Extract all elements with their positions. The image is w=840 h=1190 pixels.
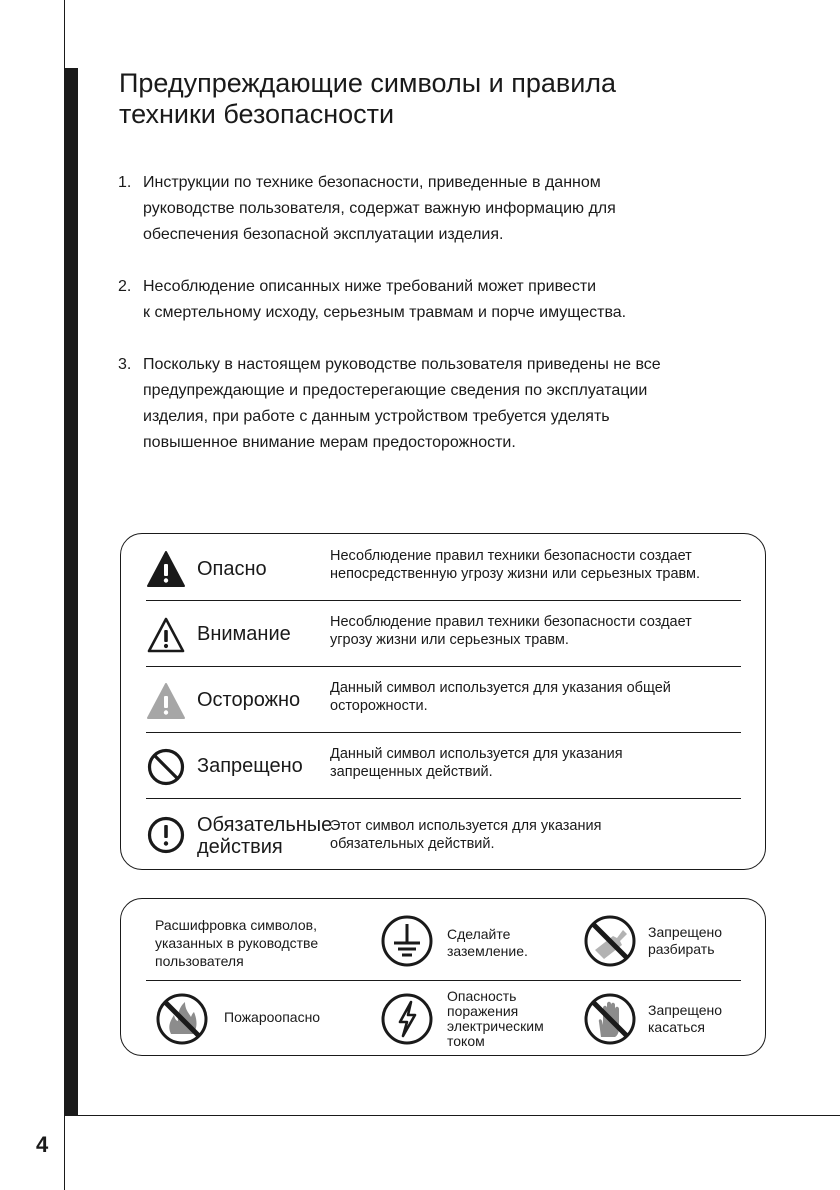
symbol-label-line: Опасность <box>447 988 517 1004</box>
warning-description-line: угрозу жизни или серьезных травм. <box>330 632 569 648</box>
warning-description <box>330 679 750 715</box>
page-number: 4 <box>36 1132 49 1157</box>
instruction-item <box>118 170 758 248</box>
instruction-line: предупреждающие и предостерегающие сведения по эксплуатации <box>143 382 648 399</box>
warning-label-line: Обязательные <box>197 814 333 836</box>
instruction-line: изделия, при работе с данным устройством требуется уделять <box>143 408 610 425</box>
page-title <box>119 68 616 130</box>
no-disassembly-icon <box>583 914 637 968</box>
symbol-label-line: Запрещено <box>648 1002 723 1018</box>
instruction-number: 3. <box>118 356 132 373</box>
instruction-line: к смертельному исходу, серьезным травмам и порче имущества. <box>143 304 627 321</box>
symbol-label-line: электрическим <box>447 1018 544 1034</box>
instruction-item <box>118 352 758 456</box>
page-title-line: Предупреждающие символы и правила <box>119 68 617 98</box>
warning-description-line: Несоблюдение правил техники безопасности создает <box>330 614 692 630</box>
warning-label <box>197 814 332 858</box>
warning-row-caution <box>146 666 741 733</box>
instruction-line: Поскольку в настоящем руководстве пользователя приведены не все <box>143 356 661 373</box>
symbol-label <box>648 924 722 958</box>
warning-description-line: непосредственную угрозу жизни или серьезных травм. <box>330 566 701 582</box>
warning-description-line: Этот символ используется для указания <box>330 818 602 834</box>
divider <box>146 980 741 981</box>
symbol-label-line: Сделайте <box>447 926 511 942</box>
warning-row-prohibited <box>146 732 741 799</box>
instruction-list <box>118 170 758 482</box>
warning-description-line: Несоблюдение правил техники безопасности создает <box>330 548 692 564</box>
symbol-label-line: поражения <box>447 1003 519 1019</box>
warning-description-line: Данный символ используется для указания общей <box>330 680 671 696</box>
warning-description-line: Данный символ используется для указания <box>330 746 623 762</box>
symbol-label-line: разбирать <box>648 941 715 957</box>
electric-shock-icon <box>380 992 434 1046</box>
page-title-line: техники безопасности <box>119 99 395 129</box>
warning-description <box>330 817 750 853</box>
symbol-label <box>447 989 544 1049</box>
warning-label-line: действия <box>197 836 283 858</box>
mandatory-icon <box>146 815 186 855</box>
warning-description <box>330 613 750 649</box>
instruction-line: Несоблюдение описанных ниже требований может привести <box>143 278 597 295</box>
warning-description-line: осторожности. <box>330 698 428 714</box>
instruction-line: обеспечения безопасной эксплуатации изделия. <box>143 226 504 243</box>
warning-label: Опасно <box>197 558 267 580</box>
warning-symbols-box <box>120 533 766 870</box>
warning-label: Внимание <box>197 623 291 645</box>
warning-row-danger <box>146 534 741 601</box>
instruction-line: руководстве пользователя, содержат важную информацию для <box>143 200 616 217</box>
instruction-line: Инструкции по технике безопасности, приведенные в данном <box>143 174 601 191</box>
footer-line <box>64 1115 840 1116</box>
instruction-number: 2. <box>118 278 132 295</box>
warning-row-attention <box>146 600 741 667</box>
warning-description <box>330 745 750 781</box>
symbol-label-line: Запрещено <box>648 924 723 940</box>
fire-hazard-icon <box>155 992 209 1046</box>
symbol-label-line: Пожароопасно <box>224 1009 321 1025</box>
warning-triangle-icon <box>146 615 186 655</box>
danger-triangle-icon <box>146 549 186 589</box>
warning-description-line: запрещенных действий. <box>330 764 493 780</box>
warning-row-mandatory <box>146 798 741 864</box>
instruction-line: повышенное внимание мерам предосторожности. <box>143 434 516 451</box>
no-touch-icon <box>583 992 637 1046</box>
symbol-legend-box <box>120 898 766 1056</box>
warning-label: Запрещено <box>197 755 303 777</box>
warning-label: Осторожно <box>197 689 301 711</box>
symbol-label <box>224 1010 320 1025</box>
instruction-number: 1. <box>118 174 132 191</box>
symbol-label <box>447 926 528 960</box>
symbol-label-line: заземление. <box>447 943 528 959</box>
warning-description <box>330 547 750 583</box>
symbol-legend-caption <box>155 916 318 970</box>
symbol-label-line: током <box>447 1033 485 1049</box>
symbol-label-line: касаться <box>648 1019 705 1035</box>
instruction-item <box>118 274 758 326</box>
symbol-legend-line: Расшифровка символов, <box>155 917 317 933</box>
prohibited-icon <box>146 747 186 787</box>
side-bar <box>64 68 78 1116</box>
symbol-label <box>648 1002 722 1036</box>
grounding-icon <box>380 914 434 968</box>
symbol-legend-line: указанных в руководстве <box>155 935 319 951</box>
symbol-legend-line: пользователя <box>155 953 244 969</box>
caution-triangle-icon <box>146 681 186 721</box>
warning-description-line: обязательных действий. <box>330 836 495 852</box>
